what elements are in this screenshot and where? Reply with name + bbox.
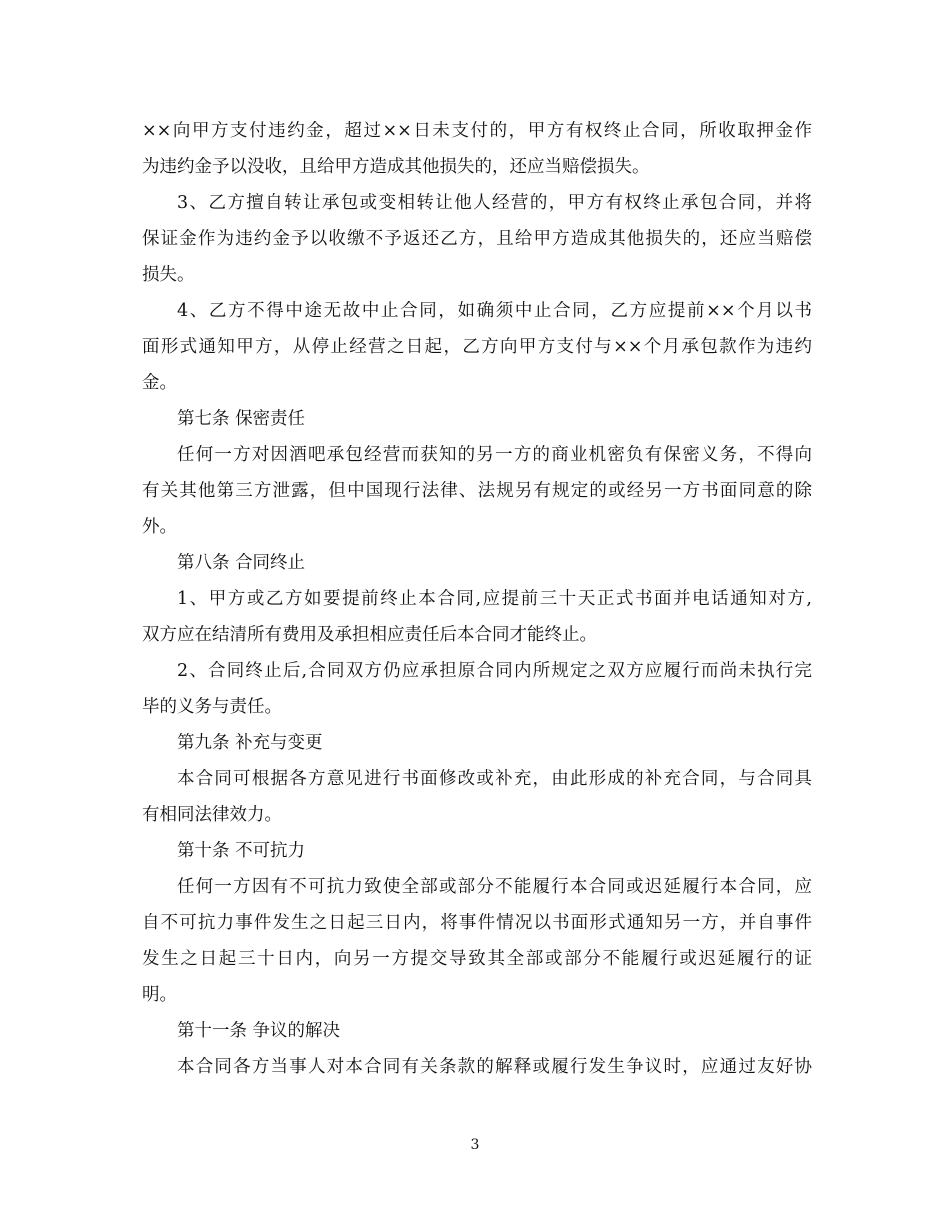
document-body <box>142 113 812 1085</box>
text-line: 任何一方对因酒吧承包经营而获知的另一方的商业机密负有保密义务，不得向 <box>177 445 812 465</box>
text-line: 金。 <box>142 373 177 393</box>
text-line: 毕的义务与责任。 <box>142 697 282 717</box>
text-line: 第十一条 争议的解决 <box>177 1021 341 1041</box>
text-line: 有关其他第三方泄露，但中国现行法律、法规另有规定的或经另一方书面同意的除 <box>142 481 812 501</box>
text-line: 1、甲方或乙方如要提前终止本合同,应提前三十天正式书面并电话通知对方, <box>177 589 812 609</box>
text-line: 保证金作为违约金予以收缴不予返还乙方，且给甲方造成其他损失的，还应当赔偿 <box>142 229 812 249</box>
text-line: 2、合同终止后,合同双方仍应承担原合同内所规定之双方应履行而尚未执行完 <box>177 661 812 681</box>
text-line: 外。 <box>142 517 177 537</box>
text-line: 有相同法律效力。 <box>142 805 282 825</box>
text-line: 明。 <box>142 985 177 1005</box>
text-line: ××向甲方支付违约金，超过××日未支付的，甲方有权终止合同，所收取押金作 <box>142 121 812 141</box>
page-number: 3 <box>470 1137 480 1153</box>
text-line: 面形式通知甲方，从停止经营之日起，乙方向甲方支付与××个月承包款作为违约 <box>142 337 812 357</box>
text-line: 为违约金予以没收，且给甲方造成其他损失的，还应当赔偿损失。 <box>142 157 650 177</box>
text-line: 第十条 不可抗力 <box>177 841 306 861</box>
text-line: 任何一方因有不可抗力致使全部或部分不能履行本合同或迟延履行本合同，应 <box>177 877 812 897</box>
text-line: 损失。 <box>142 265 195 285</box>
text-line: 第八条 合同终止 <box>177 553 306 573</box>
text-line: 自不可抗力事件发生之日起三日内，将事件情况以书面形式通知另一方，并自事件 <box>142 913 812 933</box>
text-line: 第九条 补充与变更 <box>177 733 323 753</box>
text-line: 第七条 保密责任 <box>177 409 306 429</box>
text-line: 4、乙方不得中途无故中止合同，如确须中止合同，乙方应提前××个月以书 <box>177 301 812 321</box>
text-line: 本合同各方当事人对本合同有关条款的解释或履行发生争议时，应通过友好协 <box>177 1057 812 1077</box>
text-line: 发生之日起三十日内，向另一方提交导致其全部或部分不能履行或迟延履行的证 <box>142 949 812 969</box>
text-line: 双方应在结清所有费用及承担相应责任后本合同才能终止。 <box>142 625 597 645</box>
text-line: 3、乙方擅自转让承包或变相转让他人经营的，甲方有权终止承包合同，并将 <box>177 193 812 213</box>
text-line: 本合同可根据各方意见进行书面修改或补充，由此形成的补充合同，与合同具 <box>177 769 812 789</box>
